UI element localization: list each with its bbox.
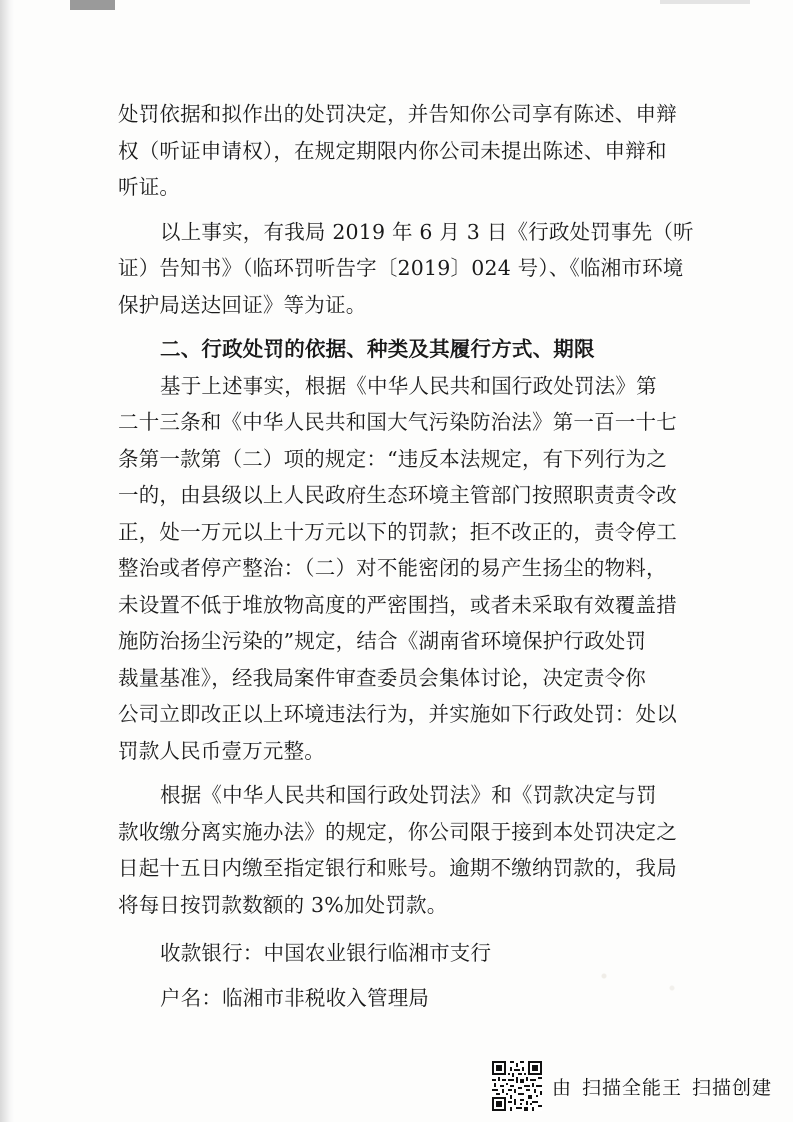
watermark-suffix: 扫描创建: [692, 1076, 773, 1099]
scanner-watermark: [492, 1060, 772, 1112]
paragraph-line: 罚款人民币壹万元整。: [118, 738, 325, 763]
paragraph-line: 款收缴分离实施办法》的规定，你公司限于接到本处罚决定之: [118, 819, 677, 844]
scan-noise: [570, 960, 740, 1000]
watermark-app-name: 扫描全能王: [582, 1076, 683, 1099]
paragraph-line: 证）告知书》（临环罚听告字〔2019〕024 号）、《临湘市环境: [118, 256, 684, 280]
paragraph-line: 整治或者停产整治：（二）对不能密闭的易产生扬尘的物料，: [118, 556, 667, 580]
paragraph-line: 根据《中华人民共和国行政处罚法》和《罚款决定与罚: [160, 783, 657, 807]
scan-artifact: [660, 0, 750, 4]
scan-artifact: [70, 0, 115, 10]
paragraph-line: 裁量基准》，经我局案件审查委员会集体讨论，决定责令你: [118, 665, 646, 690]
paragraph-line: 正，处一万元以上十万元以下的罚款；拒不改正的，责令停工: [118, 519, 677, 544]
paragraph-line: 公司立即改正以上环境违法行为，并实施如下行政处罚：处以: [118, 702, 677, 726]
document-body: [118, 96, 694, 1016]
paragraph-line: 基于上述事实，根据《中华人民共和国行政处罚法》第: [160, 373, 657, 398]
paragraph-line: 保护局送达回证》等为证。: [118, 292, 367, 317]
paragraph-line: 处罚依据和拟作出的处罚决定，并告知你公司享有陈述、申辩: [118, 102, 677, 126]
bank-name-line: 收款银行：中国农业银行临湘市支行: [160, 941, 492, 965]
watermark-prefix: 由: [552, 1076, 573, 1099]
paragraph-line: 权（听证申请权），在规定期限内你公司未提出陈述、申辩和: [118, 138, 667, 163]
section-heading: 二、行政处罚的依据、种类及其履行方式、期限: [160, 337, 595, 361]
paragraph-line: 以上事实，有我局 2019 年 6 月 3 日《行政处罚事先（听: [160, 219, 694, 244]
account-name-line: 户名：临湘市非税收入管理局: [160, 985, 430, 1010]
paragraph-line: 听证。: [118, 175, 181, 199]
paragraph-line: 二十三条和《中华人民共和国大气污染防治法》第一百一十七: [118, 410, 677, 434]
paragraph-line: 一的，由县级以上人民政府生态环境主管部门按照职责责令改: [118, 483, 677, 507]
paragraph-line: 未设置不低于堆放物高度的严密围挡，或者未采取有效覆盖措: [118, 592, 677, 617]
paragraph-line: 施防治扬尘污染的”规定，结合《湖南省环境保护行政处罚: [118, 629, 647, 653]
page-edge-shadow: [0, 0, 14, 1122]
paragraph-line: 将每日按罚款数额的 3%加处罚款。: [118, 892, 448, 917]
qr-code-icon: [492, 1061, 542, 1111]
paragraph-line: 条第一款第（二）项的规定：“违反本法规定，有下列行为之: [118, 446, 667, 471]
paragraph-line: 日起十五日内缴至指定银行和账号。逾期不缴纳罚款的，我局: [118, 856, 677, 880]
